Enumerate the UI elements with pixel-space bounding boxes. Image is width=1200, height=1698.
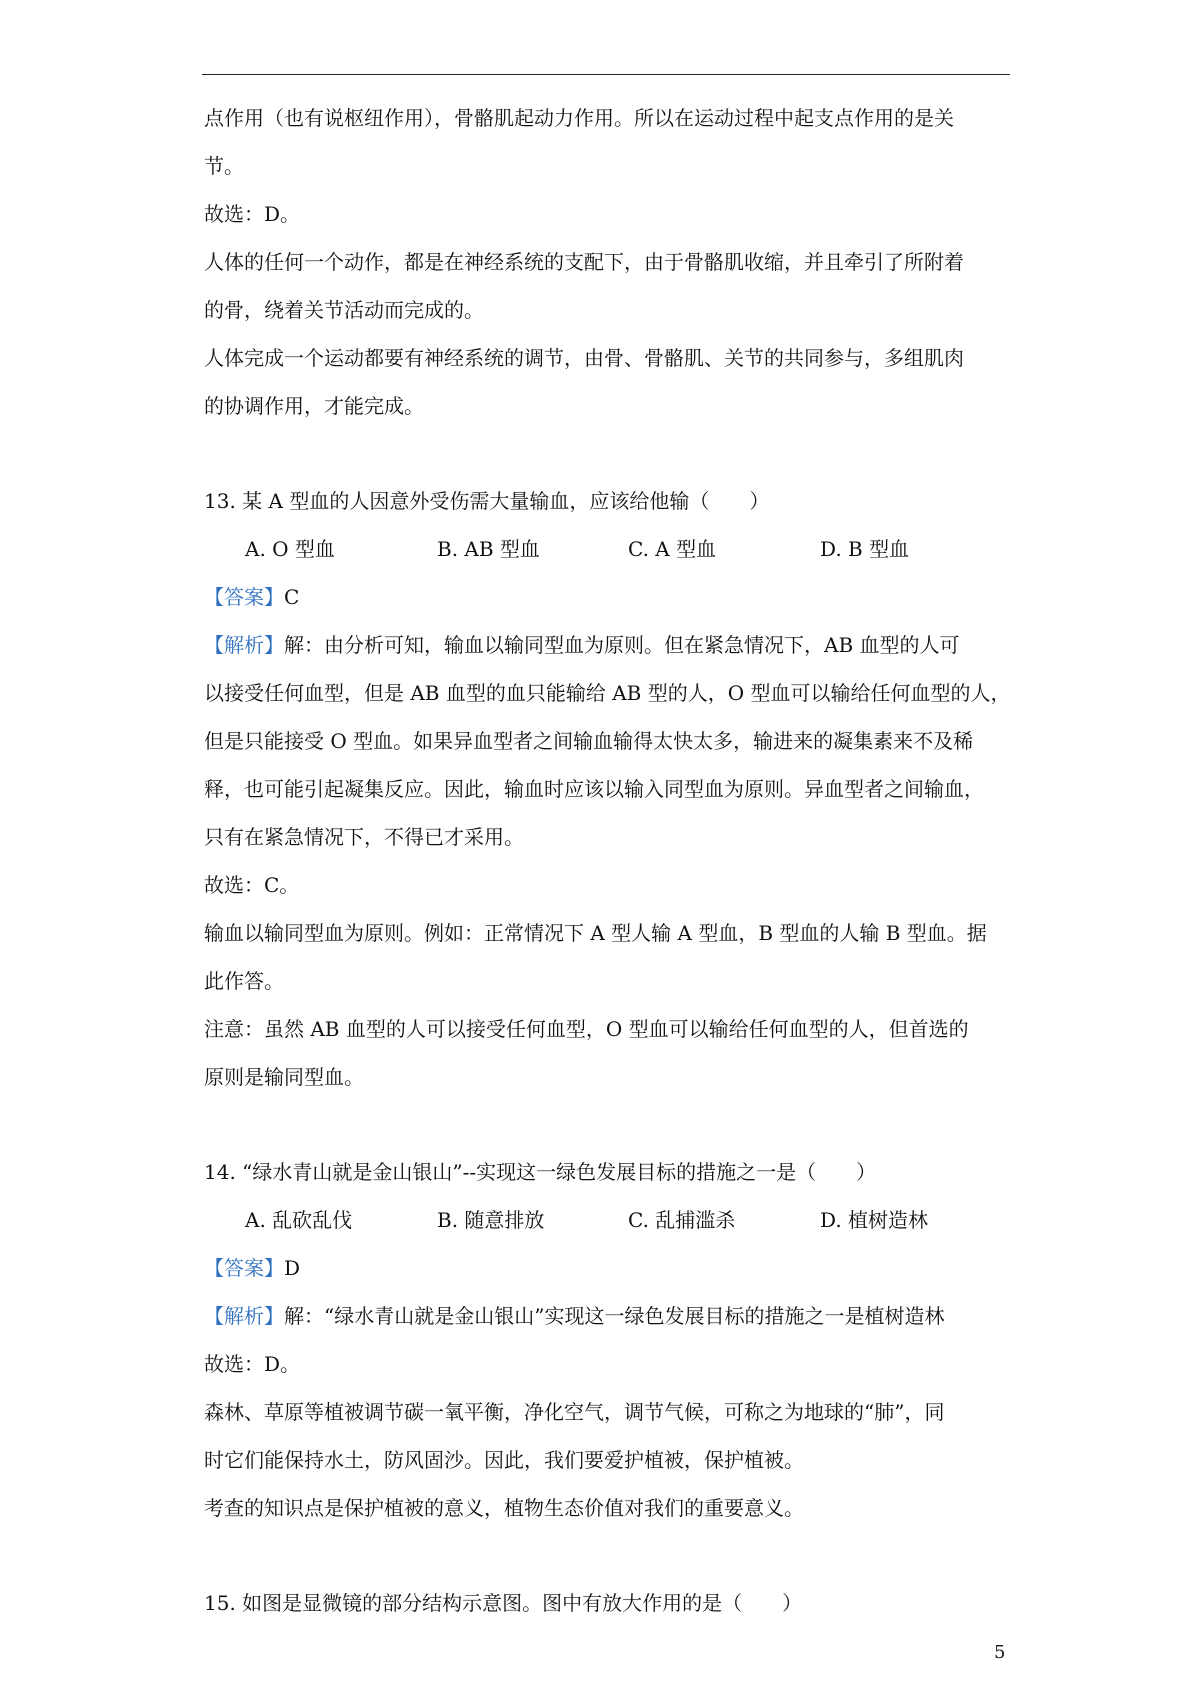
paragraph-line: 注意：虽然 AB 血型的人可以接受任何血型，O 型血可以输给任何血型的人，但首选的 [204,1017,969,1041]
analysis-line [204,1292,1010,1340]
analysis-tag: 【解析】 [204,633,284,657]
option-d: D. 植树造林 [820,1208,929,1232]
answer-tag: 【答案】 [204,585,284,609]
paragraph-line: 人体的任何一个动作，都是在神经系统的支配下，由于骨骼肌收缩，并且牵引了所附着 [204,250,964,274]
paragraph-line: 释，也可能引起凝集反应。因此，输血时应该以输入同型血为原则。异血型者之间输血， [204,777,984,801]
question-14 [204,1148,1010,1532]
analysis-tag: 【解析】 [204,1304,284,1328]
paragraph-line: 点作用（也有说枢纽作用），骨骼肌起动力作用。所以在运动过程中起支点作用的是关 [204,106,954,130]
option-c: C. 乱捕滥杀 [628,1208,736,1232]
question-15 [204,1579,1010,1627]
question-options [204,525,1010,573]
paragraph-line: 以接受任何血型，但是 AB 血型的血只能输给 AB 型的人，O 型血可以输给任何血型的人， [204,681,1011,705]
answer-value: D [284,1256,301,1280]
paragraph-line: 原则是输同型血。 [204,1065,364,1089]
paragraph-line: 节。 [204,154,244,178]
answer-line [204,573,1010,621]
page-number: 5 [994,1642,1006,1663]
analysis-text: 解：“绿水青山就是金山银山”实现这一绿色发展目标的措施之一是植树造林 [284,1304,945,1328]
paragraph-line: 故选：D。 [204,1352,301,1376]
paragraph-line: 此作答。 [204,969,284,993]
page-content [204,94,1010,1627]
paragraph-line: 人体完成一个运动都要有神经系统的调节，由骨、骨骼肌、关节的共同参与，多组肌肉 [204,346,964,370]
paragraph-line: 故选：D。 [204,202,301,226]
option-d: D. B 型血 [820,537,910,561]
question-13 [204,477,1010,1101]
analysis-line [204,621,1010,669]
question-options [204,1196,1010,1244]
option-a: A. O 型血 [245,537,335,561]
paragraph-line: 时它们能保持水土，防风固沙。因此，我们要爱护植被，保护植被。 [204,1448,804,1472]
paragraph-line: 的协调作用，才能完成。 [204,394,424,418]
option-c: C. A 型血 [628,537,717,561]
option-b: B. 随意排放 [437,1208,545,1232]
question-stem: 14. “绿水青山就是金山银山”--实现这一绿色发展目标的措施之一是（ ） [204,1160,877,1184]
continuation-block [204,94,1010,430]
question-stem: 15. 如图是显微镜的部分结构示意图。图中有放大作用的是（ ） [204,1591,803,1615]
analysis-text: 解：由分析可知，输血以输同型血为原则。但在紧急情况下，AB 血型的人可 [284,633,960,657]
paragraph-line: 但是只能接受 O 型血。如果异血型者之间输血输得太快太多，输进来的凝集素来不及稀 [204,729,974,753]
paragraph-line: 故选：C。 [204,873,300,897]
header-rule [202,74,1010,75]
paragraph-line: 只有在紧急情况下，不得已才采用。 [204,825,524,849]
paragraph-line: 森林、草原等植被调节碳一氧平衡，净化空气，调节气候，可称之为地球的“肺”，同 [204,1400,945,1424]
option-b: B. AB 型血 [437,537,540,561]
paragraph-line: 考查的知识点是保护植被的意义，植物生态价值对我们的重要意义。 [204,1496,804,1520]
question-stem: 13. 某 A 型血的人因意外受伤需大量输血，应该给他输（ ） [204,489,770,513]
answer-line [204,1244,1010,1292]
paragraph-line: 输血以输同型血为原则。例如：正常情况下 A 型人输 A 型血，B 型血的人输 B 型血。据 [204,921,987,945]
answer-tag: 【答案】 [204,1256,284,1280]
option-a: A. 乱砍乱伐 [245,1208,353,1232]
answer-value: C [284,585,300,609]
paragraph-line: 的骨，绕着关节活动而完成的。 [204,298,484,322]
